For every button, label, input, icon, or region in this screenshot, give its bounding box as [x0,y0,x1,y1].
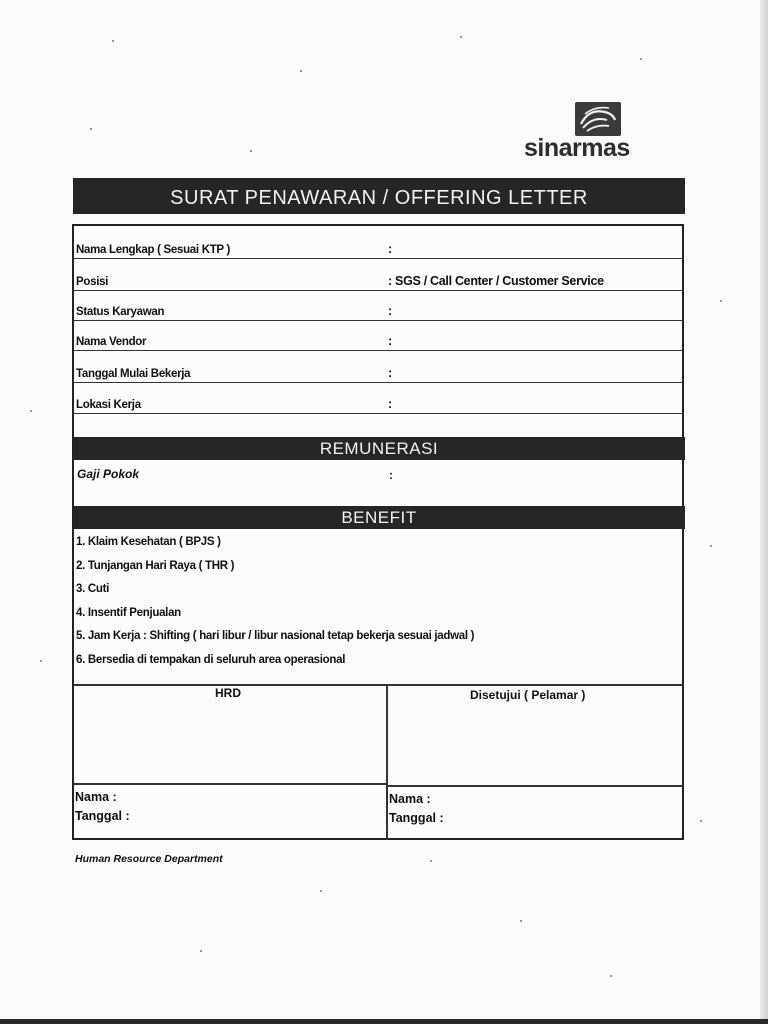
scan-speck [700,820,702,822]
field-label: Tanggal Mulai Bekerja [76,368,191,380]
logo-wordmark: sinarmas [524,134,630,162]
logo-emblem [575,102,621,136]
benefit-item: 2. Tunjangan Hari Raya ( THR ) [76,559,235,572]
benefit-item: 4. Insentif Penjualan [76,606,181,619]
applicant-name-field: Nama : [389,792,431,806]
company-logo [524,100,674,162]
field-value: : [388,334,392,348]
gaji-pokok-value: : [389,468,393,482]
signature-column-divider [386,685,388,840]
benefit-item: 5. Jam Kerja : Shifting ( hari libur / libur nasional tetap bekerja sesuai jadwal ) [76,630,475,642]
benefit-item: 1. Klaim Kesehatan ( BPJS ) [76,536,221,548]
remunerasi-heading: REMUNERASI [73,437,685,460]
applicant-date-field: Tanggal : [389,811,444,825]
benefit-item: 3. Cuti [76,583,110,595]
footer-department: Human Resource Department [75,853,223,865]
field-label: Nama Lengkap ( Sesuai KTP ) [76,244,231,256]
field-label: Lokasi Kerja [76,399,141,411]
page-title: SURAT PENAWARAN / OFFERING LETTER [73,178,685,214]
paper-edge [760,0,768,1024]
signature-top-divider [74,684,684,686]
field-row-lokasi-kerja [74,382,684,414]
field-value: : [388,304,392,318]
scan-speck [520,920,522,922]
scan-speck [300,70,302,72]
benefit-list [76,536,474,677]
field-value: : SGS / Call Center / Customer Service [388,274,604,288]
benefit-heading: BENEFIT [73,506,685,529]
hrd-date-field: Tanggal : [75,809,130,823]
scan-border [0,1019,768,1024]
signature-row-divider-left [74,783,386,785]
gaji-pokok-label: Gaji Pokok [77,467,140,481]
scan-speck [112,40,114,42]
scan-speck [610,975,612,977]
field-label: Status Karyawan [76,306,165,318]
field-value: : [388,366,392,380]
scan-speck [710,545,712,547]
scan-speck [250,150,252,152]
field-row-status-karyawan [74,290,684,321]
hrd-name-field: Nama : [75,790,117,804]
field-value: : [388,397,392,411]
field-row-posisi [74,258,684,291]
field-label: Nama Vendor [76,336,147,348]
field-row-nama-vendor [74,320,684,351]
logo-swirl-icon [575,102,621,136]
applicant-heading: Disetujui ( Pelamar ) [470,688,586,702]
field-label: Posisi [76,276,109,288]
field-value: : [388,242,392,256]
benefit-item: 6. Bersedia di tempakan di seluruh area operasional [76,653,346,666]
signature-row-divider-right [388,785,684,787]
scan-speck [720,300,722,302]
scan-speck [30,410,32,412]
field-row-nama-lengkap [74,228,684,259]
hrd-heading: HRD [215,686,241,700]
scan-speck [460,36,462,38]
scan-speck [90,128,92,130]
scan-speck [320,890,322,892]
scan-speck [200,950,202,952]
scan-speck [40,660,42,662]
scan-speck [640,58,642,60]
scan-speck [430,860,432,862]
field-row-tanggal-mulai [74,350,684,383]
